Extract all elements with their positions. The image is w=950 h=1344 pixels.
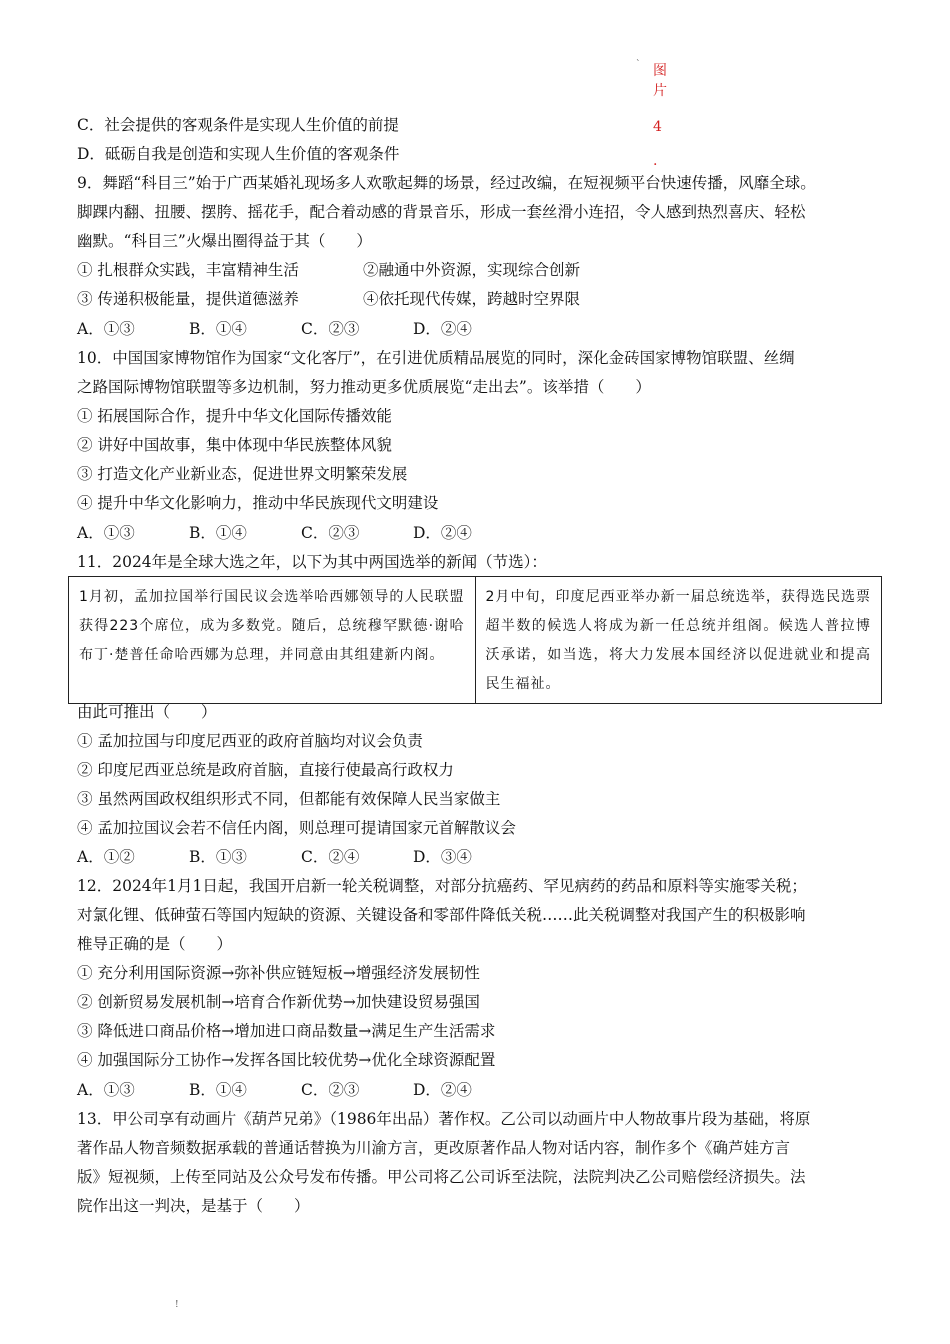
choice-c: C．②③: [301, 1081, 360, 1099]
statement: ② 创新贸易发展机制→培育合作新优势→加快建设贸易强国: [77, 993, 480, 1011]
question-9-options-row: [77, 289, 580, 309]
news-bangladesh: 1月初，孟加拉国举行国民议会选举哈西娜领导的人民联盟获得223个席位，成为多数党。随后，总统穆罕默德·谢哈布丁·楚普任命哈西娜为总理，并同意由其组建新内阁。: [69, 577, 476, 704]
statement: ① 充分利用国际资源→弥补供应链短板→增强经济发展韧性: [77, 964, 480, 982]
news-indonesia: 2月中旬，印度尼西亚举办新一届总统选举，获得选民选票超半数的候选人将成为新一任总统并组阁。候选人普拉博沃承诺，如当选，将大力发展本国经济以促进就业和提高民生福祉。: [475, 577, 882, 704]
choice-b: B．①④: [189, 524, 247, 542]
statement: ④ 孟加拉国议会若不信任内阁，则总理可提请国家元首解散议会: [77, 819, 516, 837]
question-9-options-row: [77, 260, 580, 280]
statement: ④依托现代传媒，跨越时空界限: [363, 290, 581, 308]
question-12-text: 椎导正确的是（ ）: [77, 935, 233, 953]
question-9-text: 脚踝内翻、扭腰、摆胯、摇花手，配合着动感的背景音乐，形成一套丝滑小连招，令人感到热烈喜庆、轻松: [77, 203, 806, 221]
choice-c: C．②③: [301, 320, 360, 338]
question-12-text: 12．2024年1月1日起，我国开启新一轮关税调整，对部分抗癌药、罕见病药的药品和原料等实施零关税；: [77, 877, 807, 895]
statement: ② 讲好中国故事，集中体现中华民族整体风貌: [77, 436, 392, 454]
choice-b: B．①③: [189, 848, 247, 866]
statement: ② 印度尼西亚总统是政府首脑，直接行使最高行政权力: [77, 761, 454, 779]
statement: ③ 降低进口商品价格→增加进口商品数量→满足生产生活需求: [77, 1022, 496, 1040]
statement: ③ 虽然两国政权组织形式不同，但都能有效保障人民当家做主: [77, 790, 501, 808]
question-10-choices: [77, 523, 472, 543]
sidebar-char: 图: [653, 63, 667, 79]
news-table: [68, 576, 882, 704]
question-11-text: 由此可推出（ ）: [77, 703, 217, 721]
choice-a: A．①③: [77, 320, 135, 338]
question-13-text: 著作品人物音频数据承载的普通话替换为川渝方言，更改原著作品人物对话内容，制作多个《确芦娃方言: [77, 1139, 791, 1157]
question-12-text: 对氯化锂、低砷萤石等国内短缺的资源、关键设备和零部件降低关税……此关税调整对我国产生的积极影响: [77, 906, 806, 924]
statement: ① 扎根群众实践，丰富精神生活: [77, 261, 299, 279]
sidebar-char: .: [653, 153, 658, 169]
statement: ④ 加强国际分工协作→发挥各国比较优势→优化全球资源配置: [77, 1051, 496, 1069]
statement: ① 拓展国际合作，提升中华文化国际传播效能: [77, 407, 392, 425]
sidebar-dot: `: [636, 60, 641, 70]
question-12-choices: [77, 1080, 472, 1100]
question-9-text: 9．舞蹈“科目三”始于广西某婚礼现场多人欢歌起舞的场景，经过改编，在短视频平台快速传播，风靡全球。: [77, 174, 816, 192]
footer-mark: !: [175, 1300, 179, 1310]
choice-d: D．②④: [413, 320, 472, 338]
statement: ④ 提升中华文化影响力，推动中华民族现代文明建设: [77, 494, 439, 512]
choice-d: D．③④: [413, 848, 472, 866]
statement: ① 孟加拉国与印度尼西亚的政府首脑均对议会负责: [77, 732, 423, 750]
statement: ②融通中外资源，实现综合创新: [363, 261, 581, 279]
choice-c: C．②④: [301, 848, 360, 866]
choice-d: D．②④: [413, 524, 472, 542]
choice-a: A．①③: [77, 1081, 135, 1099]
option-line: C．社会提供的客观条件是实现人生价值的前提: [77, 116, 399, 134]
choice-a: A．①②: [77, 848, 135, 866]
statement: ③ 传递积极能量，提供道德滋养: [77, 290, 299, 308]
question-10-text: 之路国际博物馆联盟等多边机制，努力推动更多优质展览“走出去”。该举措（ ）: [77, 378, 651, 396]
question-10-text: 10．中国国家博物馆作为国家“文化客厅”，在引进优质精品展览的同时，深化金砖国家博物馆联盟、丝绸: [77, 349, 795, 367]
choice-a: A．①③: [77, 524, 135, 542]
choice-b: B．①④: [189, 1081, 247, 1099]
question-11-text: 11．2024年是全球大选之年，以下为其中两国选举的新闻（节选）：: [77, 553, 547, 571]
question-9-text: 幽默。“科目三”火爆出圈得益于其（ ）: [77, 232, 372, 250]
question-9-choices: [77, 319, 472, 339]
choice-b: B．①④: [189, 320, 247, 338]
question-13-text: 13．甲公司享有动画片《葫芦兄弟》（1986年出品）著作权。乙公司以动画片中人物故事片段为基础，将原: [77, 1110, 811, 1128]
question-13-text: 版》短视频，上传至同站及公众号发布传播。甲公司将乙公司诉至法院，法院判决乙公司赔偿经济损失。法: [77, 1168, 806, 1186]
option-line: D．砥砺自我是创造和实现人生价值的客观条件: [77, 145, 400, 163]
statement: ③ 打造文化产业新业态，促进世界文明繁荣发展: [77, 465, 408, 483]
choice-c: C．②③: [301, 524, 360, 542]
sidebar-char: 片: [653, 83, 667, 99]
choice-d: D．②④: [413, 1081, 472, 1099]
sidebar-char: 4: [653, 119, 662, 135]
question-13-text: 院作出这一判决，是基于（ ）: [77, 1197, 310, 1215]
question-11-choices: [77, 847, 472, 867]
